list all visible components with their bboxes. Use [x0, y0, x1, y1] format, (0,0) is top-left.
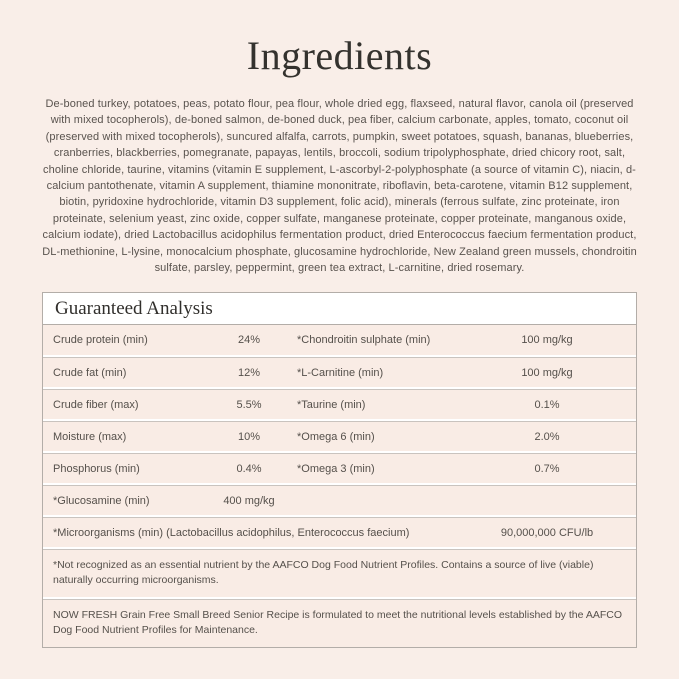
formulation-note: NOW FRESH Grain Free Small Breed Senior Recipe is formulated to meet the nutritional levels established by the AAFCO Dog Food Nutrient Profiles for Maintenance.	[43, 599, 636, 647]
nutrient-value: 100 mg/kg	[521, 334, 573, 346]
aafco-footnote: *Not recognized as an essential nutrient by the AAFCO Dog Food Nutrient Profiles. Contains a source of live (viable) naturally occurring microorganisms.	[43, 549, 636, 597]
nutrient-label: Moisture (max)	[53, 430, 127, 443]
guaranteed-analysis-panel	[42, 292, 637, 648]
nutrient-label: *Taurine (min)	[297, 398, 366, 411]
nutrient-value: 0.7%	[534, 462, 560, 475]
nutrient-value: 90,000,000 CFU/lb	[500, 526, 594, 539]
analysis-row-microorganisms	[43, 517, 636, 547]
analysis-row-moisture	[43, 421, 636, 451]
nutrient-value: 10%	[237, 430, 261, 443]
nutrient-value: 24%	[237, 334, 261, 346]
ingredients-paragraph: De-boned turkey, potatoes, peas, potato flour, pea flour, whole dried egg, flaxseed, natural flavor, canola oil (preserved with mixed tocopherols), de-boned salmon, de-boned duck, pea fiber, calcium carbonate, apples, tomato, coconut oil (preserved with mixed tocopherols), suncured alfalfa, carrots, pumpkin, sweet potatoes, squash, bananas, blueberries, cranberries, blackberries, pomegranate, papayas, lentils, broccoli, sodium tripolyphosphate, dried chicory root, salt, choline chloride, taurine, vitamins (vitamin E supplement, L-ascorbyl-2-polyphosphate (a source of vitamin C), niacin, d-calcium pantothenate, vitamin A supplement, thiamine mononitrate, riboflavin, beta-carotene, vitamin B12 supplement, biotin, pyridoxine hydrochloride, vitamin D3 supplement, folic acid), minerals (ferrous sulfate, zinc proteinate, iron proteinate, selenium yeast, zinc oxide, copper sulfate, manganese proteinate, copper proteinate, manganous oxide, calcium iodate), dried Lactobacillus acidophilus fermentation product, dried Enterococcus faecium fermentation product, DL-methionine, L-lysine, monocalcium phosphate, glucosamine hydrochloride, New Zealand green mussels, chondroitin sulfate, parsley, peppermint, green tea extract, L-carnitine, dried rosemary.	[42, 98, 637, 275]
nutrient-label: *Glucosamine (min)	[53, 494, 150, 507]
analysis-row-phosphorus	[43, 453, 636, 483]
nutrient-label: *Chondroitin sulphate (min)	[297, 334, 431, 346]
analysis-row-crude-fat	[43, 357, 636, 387]
guaranteed-analysis-heading: Guaranteed Analysis	[43, 293, 636, 325]
page-title: Ingredients	[246, 33, 433, 78]
nutrient-label: *L-Carnitine (min)	[297, 366, 384, 379]
nutrient-value: 100 mg/kg	[521, 366, 573, 379]
nutrient-label: *Omega 6 (min)	[297, 430, 375, 443]
nutrient-value: 0.1%	[534, 398, 560, 411]
nutrient-value: 2.0%	[534, 430, 560, 443]
nutrient-label: Crude fiber (max)	[53, 398, 139, 411]
analysis-row-crude-fiber	[43, 389, 636, 419]
nutrient-label: Crude protein (min)	[53, 334, 148, 346]
nutrient-label: *Omega 3 (min)	[297, 462, 375, 475]
nutrient-label: Crude fat (min)	[53, 366, 127, 379]
nutrient-label: *Microorganisms (min) (Lactobacillus acidophilus, Enterococcus faecium)	[53, 526, 410, 539]
nutrient-value: 0.4%	[236, 462, 262, 475]
nutrient-label: Phosphorus (min)	[53, 462, 140, 475]
analysis-row-glucosamine	[43, 485, 636, 515]
nutrient-value: 400 mg/kg	[223, 494, 275, 507]
analysis-row-crude-protein	[43, 325, 636, 355]
nutrient-value: 12%	[237, 366, 261, 379]
nutrient-value: 5.5%	[236, 398, 262, 411]
